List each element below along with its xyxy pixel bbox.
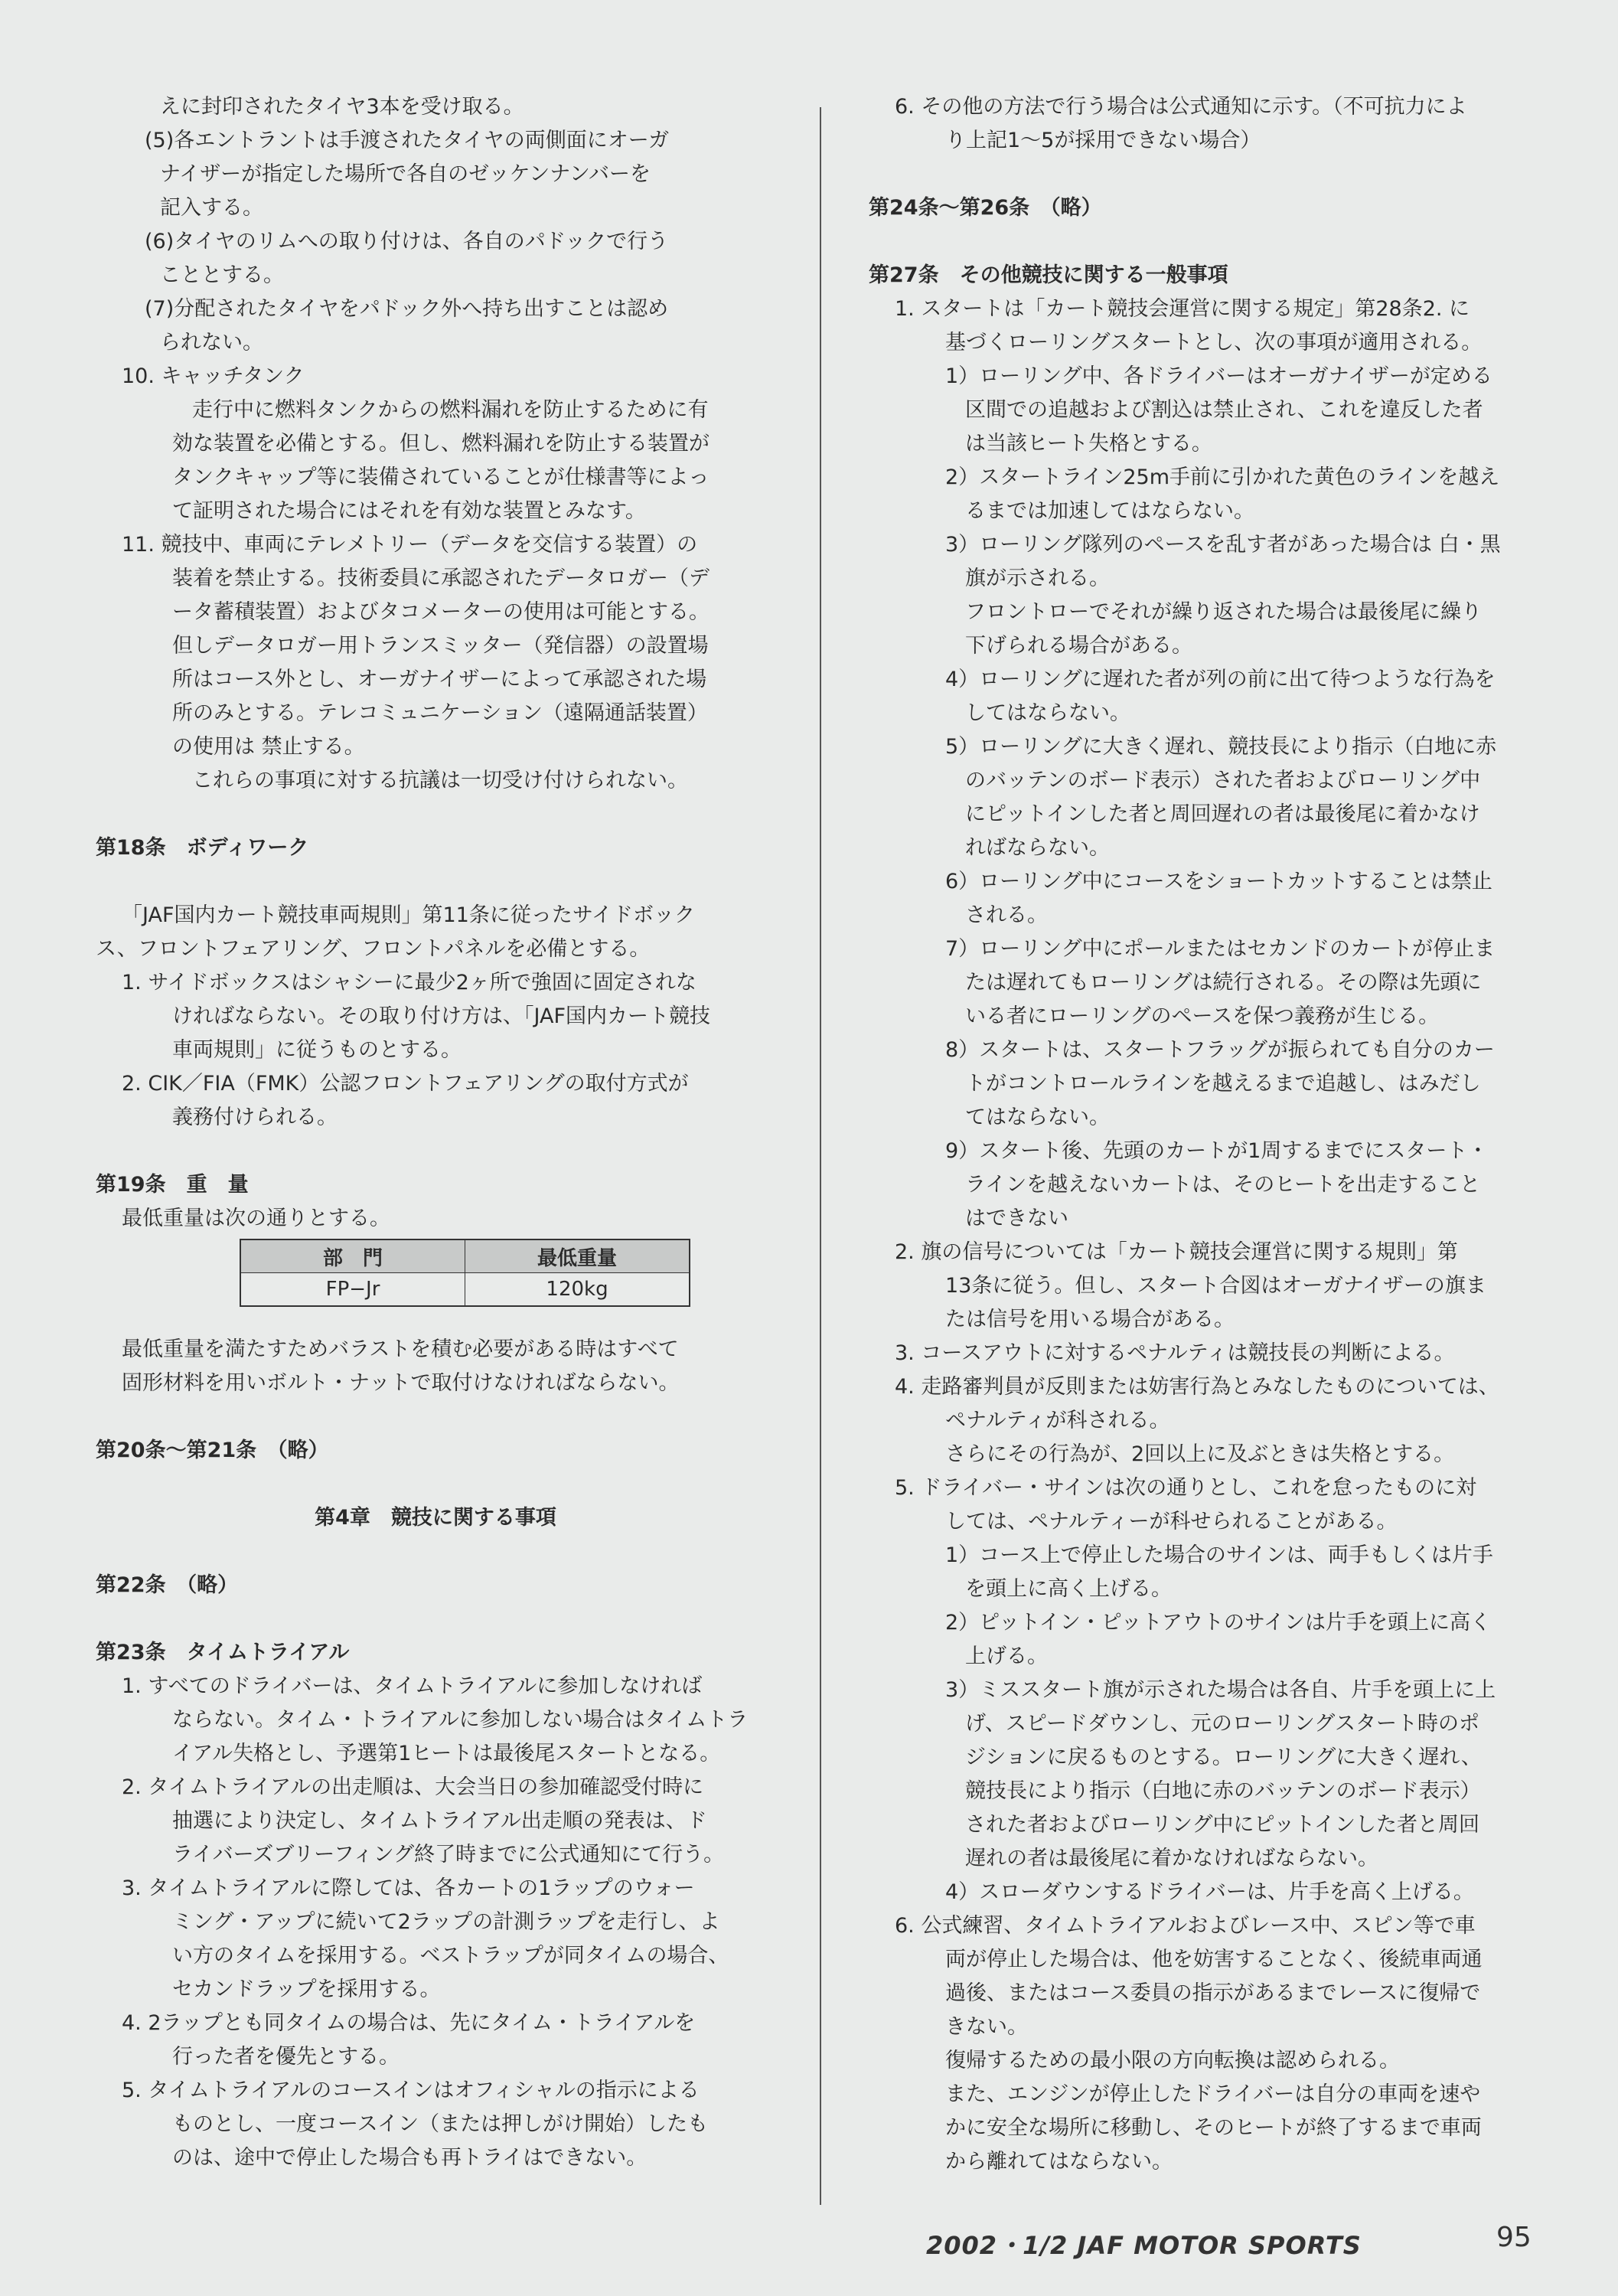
text-line: 両が停止した場合は、他を妨害することなく、後続車両通 xyxy=(945,1948,1483,1971)
text-line: 最低重量は次の通りとする。 xyxy=(122,1207,390,1230)
text-line: 所はコース外とし、オーガナイザーによって承認された場 xyxy=(172,668,707,691)
text-line: るまでは加速してはならない。 xyxy=(965,499,1254,523)
text-line: 1. スタートは「カート競技会運営に関する規定」第28条2. に xyxy=(895,297,1470,321)
text-line: 走行中に燃料タンクからの燃料漏れを防止するために有 xyxy=(192,398,709,422)
text-line: フロントローでそれが繰り返された場合は最後尾に繰り xyxy=(965,600,1482,624)
text-line: てはならない。 xyxy=(965,1106,1110,1129)
spacer xyxy=(96,1316,775,1333)
text-line: られない。 xyxy=(160,331,263,354)
text-line: 9）スタート後、先頭のカートが1周するまでにスタート・ xyxy=(945,1139,1489,1163)
text-line: ライバーズブリーフィング終了時までに公式通知にて行う。 xyxy=(172,1843,725,1867)
text-line: 2）スタートライン25m手前に引かれた黄色のラインを越え xyxy=(945,465,1500,489)
text-line: 最低重量を満たすためバラストを積む必要がある時はすべて xyxy=(122,1337,679,1361)
text-line: ものとし、一度コースイン（または押しがけ開始）したも xyxy=(172,2112,709,2136)
text-line: にピットインした者と周回遅れの者は最後尾に着かなけ xyxy=(965,802,1480,826)
article-heading: 第18条 ボディワーク xyxy=(96,836,309,860)
text-line: こととする。 xyxy=(160,263,284,287)
text-line: を頭上に高く上げる。 xyxy=(965,1577,1172,1601)
text-line: (6)タイヤのリムへの取り付けは、各自のパドックで行う xyxy=(145,230,669,253)
text-line: 所のみとする。テレコミュニケーション（遠隔通話装置） xyxy=(172,701,708,725)
text-line: 1. すべてのドライバーは、タイムトライアルに参加しなければ xyxy=(122,1674,703,1698)
text-line: これらの事項に対する抗議は一切受け付けられない。 xyxy=(192,769,688,792)
text-line: (7)分配されたタイヤをパドック外へ持ち出すことは認め xyxy=(145,297,669,321)
page-number: 95 xyxy=(1496,2222,1532,2253)
text-line: 2）ピットイン・ピットアウトのサインは片手を頭上に高く xyxy=(945,1611,1491,1635)
text-line: 4. 2ラップとも同タイムの場合は、先にタイム・トライアルを xyxy=(122,2011,696,2035)
text-line: いる者にローリングのペースを保つ義務が生じる。 xyxy=(965,1004,1440,1028)
text-line: のは、途中で停止した場合も再トライはできない。 xyxy=(172,2146,648,2170)
column-divider xyxy=(820,107,821,2205)
text-line: 行った者を優先とする。 xyxy=(172,2045,400,2069)
text-line: さらにその行為が、2回以上に及ぶときは失格とする。 xyxy=(945,1442,1455,1466)
text-line: は当該ヒート失格とする。 xyxy=(965,432,1212,456)
article-heading: 第20条〜第21条 （略） xyxy=(96,1439,329,1462)
text-line: 3. コースアウトに対するペナルティは競技長の判断による。 xyxy=(895,1341,1455,1365)
text-line: された者およびローリング中にピットインした者と周回 xyxy=(965,1813,1480,1837)
text-line: 2. CIK／FIA（FMK）公認フロントフェアリングの取付方式が xyxy=(122,1072,689,1096)
text-line: 区間での追越および割込は禁止され、これを違反した者 xyxy=(965,398,1483,422)
text-line: 下げられる場合がある。 xyxy=(965,634,1192,658)
text-line: タンクキャップ等に装備されていることが仕様書等によっ xyxy=(172,465,710,489)
text-line: 上げる。 xyxy=(965,1644,1048,1668)
text-line: 3）ローリング隊列のペースを乱す者があった場合は 白・黒 xyxy=(945,533,1501,557)
article-heading: 第22条 （略） xyxy=(96,1573,239,1597)
text-line: 抽選により決定し、タイムトライアル出走順の発表は、ド xyxy=(172,1809,707,1833)
text-line: セカンドラップを採用する。 xyxy=(172,1978,441,2001)
text-line: 4. 走路審判員が反則または妨害行為とみなしたものについては、 xyxy=(895,1375,1499,1399)
text-line: のバッテンのボード表示）された者およびローリング中 xyxy=(965,769,1481,792)
text-line: 11. 競技中、車両にテレメトリー（データを交信する装置）の xyxy=(122,533,698,557)
text-line: の使用は 禁止する。 xyxy=(172,735,365,759)
text-line: り上記1〜5が採用できない場合） xyxy=(945,129,1261,152)
text-line: 競技長により指示（白地に赤のバッテンのボード表示） xyxy=(965,1779,1481,1803)
text-line: ナイザーが指定した場所で各自のゼッケンナンバーを xyxy=(160,162,651,186)
text-line: また、エンジンが停止したドライバーは自分の車両を速や xyxy=(945,2082,1481,2106)
table-cell: FP−Jr xyxy=(240,1273,465,1307)
article-heading: 第23条 タイムトライアル xyxy=(96,1641,350,1664)
chapter-heading: 第4章 競技に関する事項 xyxy=(315,1506,556,1530)
text-line: トがコントロールラインを越えるまで追越し、はみだし xyxy=(965,1072,1481,1096)
text-line: 6. その他の方法で行う場合は公式通知に示す。（不可抗力によ xyxy=(895,95,1467,119)
text-line: される。 xyxy=(965,903,1048,927)
text-line: ータ蓄積装置）およびタコメーターの使用は可能とする。 xyxy=(172,600,710,624)
text-line: 8）スタートは、スタートフラッグが振られても自分のカー xyxy=(945,1038,1495,1062)
text-line: たは遅れてもローリングは続行される。その際は先頭に xyxy=(965,971,1482,994)
article-heading: 第24条〜第26条 （略） xyxy=(869,196,1102,220)
text-line: 6. 公式練習、タイムトライアルおよびレース中、スピン等で車 xyxy=(895,1914,1476,1938)
text-line: イアル失格とし、予選第1ヒートは最後尾スタートとなる。 xyxy=(172,1742,721,1765)
text-line: て証明された場合にはそれを有効な装置とみなす。 xyxy=(172,499,646,523)
text-line: げ、スピードダウンし、元のローリングスタート時のポ xyxy=(965,1712,1480,1736)
text-line: 1）ローリング中、各ドライバーはオーガナイザーが定める xyxy=(945,364,1492,388)
publication-title: 2002・1/2 JAF MOTOR SPORTS xyxy=(926,2231,1362,2260)
text-line: ければならない。その取り付け方は、「JAF国内カート競技 xyxy=(172,1004,710,1028)
text-line: たは信号を用いる場合がある。 xyxy=(945,1308,1235,1331)
spacer xyxy=(96,865,775,899)
text-line: してはならない。 xyxy=(965,701,1130,725)
text-line: 但しデータロガー用トランスミッター（発信器）の設置場 xyxy=(172,634,709,658)
text-line: 5. ドライバー・サインは次の通りとし、これを怠ったものに対 xyxy=(895,1476,1477,1500)
text-line: 「JAF国内カート競技車両規則」第11条に従ったサイドボック xyxy=(122,903,695,927)
table-header-cell: 最低重量 xyxy=(465,1239,690,1273)
table-cell: 120kg xyxy=(465,1273,690,1307)
left-column xyxy=(96,90,775,2175)
text-line: 基づくローリングスタートとし、次の事項が適用される。 xyxy=(945,331,1483,354)
text-line: 1. サイドボックスはシャシーに最少2ヶ所で強固に固定されな xyxy=(122,971,696,994)
text-line: きない。 xyxy=(945,2015,1028,2039)
text-line: 遅れの者は最後尾に着かなければならない。 xyxy=(965,1847,1378,1870)
text-line: 義務付けられる。 xyxy=(172,1106,338,1129)
text-line: 6）ローリング中にコースをショートカットすることは禁止 xyxy=(945,870,1492,893)
text-line: 過後、またはコース委員の指示があるまでレースに復帰で xyxy=(945,1981,1481,2005)
text-line: 車両規則」に従うものとする。 xyxy=(172,1038,462,1062)
text-line: 13条に従う。但し、スタート合図はオーガナイザーの旗ま xyxy=(945,1274,1486,1298)
table-header-cell: 部 門 xyxy=(240,1239,465,1273)
right-column xyxy=(869,90,1544,2179)
text-line: 2. 旗の信号については「カート競技会運営に関する規則」第 xyxy=(895,1240,1458,1264)
text-line: しては、ペナルティーが科せられることがある。 xyxy=(945,1510,1398,1533)
table-header-row xyxy=(240,1239,690,1273)
text-line: ス、フロントフェアリング、フロントパネルを必備とする。 xyxy=(96,937,651,961)
text-line: 10. キャッチタンク xyxy=(122,364,305,388)
text-line: ミング・アップに続いて2ラップの計測ラップを走行し、よ xyxy=(172,1910,720,1934)
text-line: ラインを越えないカートは、そのヒートを出走すること xyxy=(965,1173,1481,1197)
text-line: 1）コース上で停止した場合のサインは、両手もしくは片手 xyxy=(945,1543,1493,1567)
text-line: い方のタイムを採用する。ベストラップが同タイムの場合、 xyxy=(172,1944,729,1968)
text-line: ペナルティが科される。 xyxy=(945,1409,1170,1432)
text-line: (5)各エントラントは手渡されたタイヤの両側面にオーガ xyxy=(145,129,670,152)
minimum-weight-table xyxy=(240,1239,690,1307)
text-line: はできない xyxy=(965,1207,1068,1230)
text-line: 5）ローリングに大きく遅れ、競技長により指示（白地に赤 xyxy=(945,735,1497,759)
text-line: 固形材料を用いボルト・ナットで取付けなければならない。 xyxy=(122,1371,680,1395)
text-line: 4）スローダウンするドライバーは、片手を高く上げる。 xyxy=(945,1880,1474,1904)
text-line: 3）ミススタート旗が示された場合は各自、片手を頭上に上 xyxy=(945,1678,1496,1702)
text-line: 7）ローリング中にポールまたはセカンドのカートが停止ま xyxy=(945,937,1496,961)
article-heading: 第27条 その他競技に関する一般事項 xyxy=(869,263,1228,287)
text-line: 記入する。 xyxy=(160,196,263,220)
text-line: 3. タイムトライアルに際しては、各カートの1ラップのウォー xyxy=(122,1876,695,1900)
text-line: 5. タイムトライアルのコースインはオフィシャルの指示による xyxy=(122,2079,700,2102)
page-footer xyxy=(926,2222,1538,2262)
text-line: かに安全な場所に移動し、そのヒートが終了するまで車両 xyxy=(945,2116,1482,2140)
text-line: ならない。タイム・トライアルに参加しない場合はタイムトラ xyxy=(172,1708,749,1732)
text-line: 復帰するための最小限の方向転換は認められる。 xyxy=(945,2049,1400,2072)
text-line: 2. タイムトライアルの出走順は、大会当日の参加確認受付時に xyxy=(122,1775,704,1799)
text-line: ジションに戻るものとする。ローリングに大きく遅れ、 xyxy=(965,1746,1482,1769)
text-line: 4）ローリングに遅れた者が列の前に出て待つような行為を xyxy=(945,668,1496,691)
text-line: 装着を禁止する。技術委員に承認されたデータロガー（デ xyxy=(172,567,710,590)
text-line: ればならない。 xyxy=(965,836,1110,860)
table-row xyxy=(240,1273,690,1307)
text-line: から離れてはならない。 xyxy=(945,2150,1173,2174)
text-line: 効な装置を必備とする。但し、燃料漏れを防止する装置が xyxy=(172,432,710,456)
text-line: えに封印されたタイヤ3本を受け取る。 xyxy=(160,95,524,119)
text-line: 旗が示される。 xyxy=(965,567,1110,590)
article-heading: 第19条 重 量 xyxy=(96,1173,249,1197)
